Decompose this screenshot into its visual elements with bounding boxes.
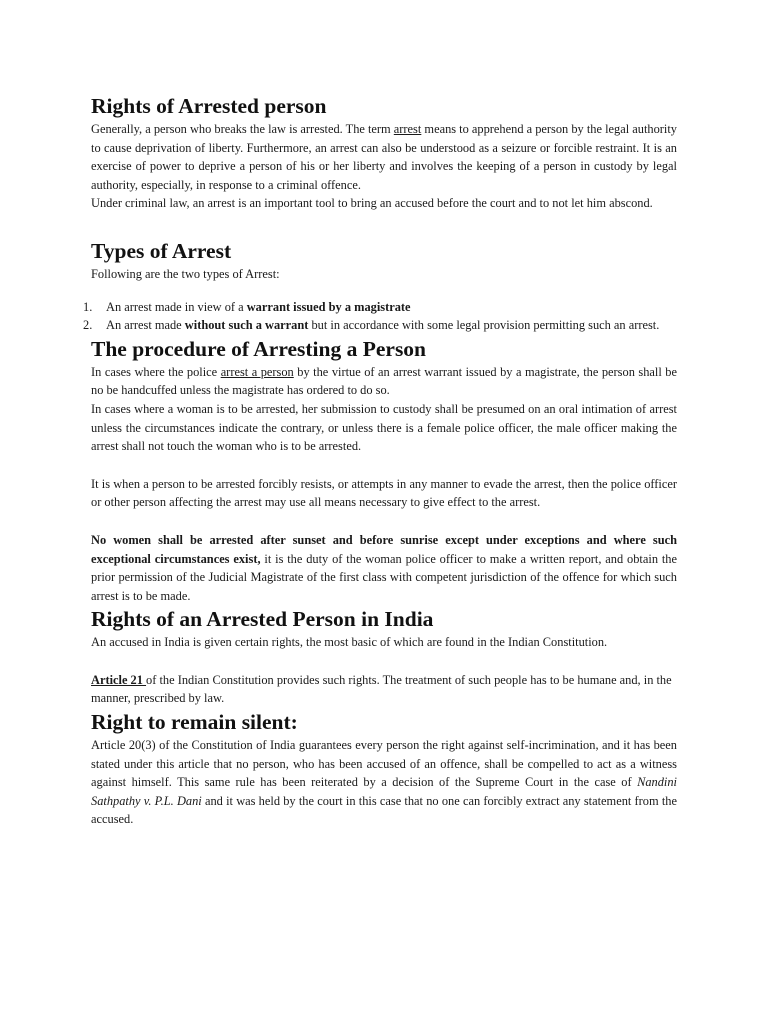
text-span: Generally, a person who breaks the law is arrested. The term	[91, 122, 394, 136]
text-span: An arrest made in view of a	[106, 299, 247, 314]
paragraph-procedure-woman: In cases where a woman is to be arrested, her submission to custody shall be presumed on an oral intimation of arrest unless the circumstances indicate the contrary, or unless there is a female police officer, the male officer making the arrest shall not touch the woman who is to be arrested.	[91, 401, 677, 454]
bold-text: without such a warrant	[184, 318, 309, 333]
text-span: In cases where the police	[91, 364, 221, 379]
text-span: of the Indian Constitution provides such rights. The treatment of such people has to be humane and, in the manner, prescribed by law.	[91, 672, 672, 706]
text-span: it is the duty of the woman police officer to make a written report, and obtain the prior permission of the Judicial Magistrate of the first class with competent jurisdiction of the offence for which such arrest is to be made.	[91, 551, 677, 603]
paragraph-criminal-law: Under criminal law, an arrest is an important tool to bring an accused before the court and to not let him abscond.	[91, 196, 653, 211]
paragraph-types-intro: Following are the two types of Arrest:	[91, 266, 280, 281]
bold-text: Article 21	[91, 672, 147, 687]
list-item	[83, 298, 677, 317]
heading-rights-in-india: Rights of an Arrested Person in India	[91, 607, 434, 632]
list-number: 2.	[83, 318, 93, 333]
bold-text: No women shall be arrested after sunset and before sunrise except under exceptions and where such exceptional circumstances exist,	[91, 532, 677, 566]
text-span: but in accordance with some legal provision permitting such an arrest.	[308, 318, 660, 333]
text-span: by the virtue of an arrest warrant issued by a magistrate, the person shall be no be handcuffed unless the magistrate has ordered to do so.	[91, 364, 678, 398]
heading-right-to-remain-silent: Right to remain silent:	[91, 710, 298, 735]
list-number: 1.	[83, 299, 93, 314]
heading-rights-of-arrested-person: Rights of Arrested person	[91, 94, 327, 118]
paragraph-article-20-3	[91, 736, 677, 829]
paragraph-procedure-sunset	[91, 531, 677, 605]
text-span: An arrest made	[106, 318, 185, 333]
case-name: Nandini Sathpathy v. P.L. Dani	[91, 775, 677, 808]
paragraph-india-constitution: An accused in India is given certain rights, the most basic of which are found in the Indian Constitution.	[91, 635, 608, 650]
arrest-link[interactable]: arrest	[393, 122, 422, 136]
paragraph-procedure-warrant	[91, 363, 677, 400]
article-21-link[interactable]	[91, 673, 146, 687]
heading-procedure-of-arresting: The procedure of Arresting a Person	[91, 336, 427, 361]
text-span: Article 20(3) of the Constitution of India guarantees every person the right against self-incrimination, and it has been stated under this article that no person, who has been accused of an offence, shall be compelled to act as a witness against himself. This same rule has been reiterated by a decision of the Supreme Court in the case of	[91, 738, 677, 790]
paragraph-article-21	[91, 671, 677, 708]
document-content	[83, 92, 678, 829]
text-span: means to apprehend a person by the legal authority to cause deprivation of liberty. Furthermore, an arrest can also be understood as a seizure or forcible restraint. It is an exercise of power to deprive a person of his or her liberty and involves the keeping of a person in custody by legal authority, especially, in response to a criminal offence.	[91, 122, 677, 192]
text-span: and it was held by the court in this case that no one can forcibly extract any statement from the accused.	[91, 793, 677, 827]
types-list	[83, 298, 677, 335]
heading-types-of-arrest: Types of Arrest	[91, 238, 232, 263]
list-item	[83, 316, 677, 335]
paragraph-procedure-force: It is when a person to be arrested forcibly resists, or attempts in any manner to evade the arrest, then the police officer or other person affecting the arrest may use all means necessary to give effect to the arrest.	[91, 476, 677, 510]
bold-text: warrant issued by a magistrate	[246, 299, 411, 314]
paragraph-arrest-definition	[91, 120, 677, 194]
arrest-a-person-link[interactable]: arrest a person	[220, 364, 294, 379]
